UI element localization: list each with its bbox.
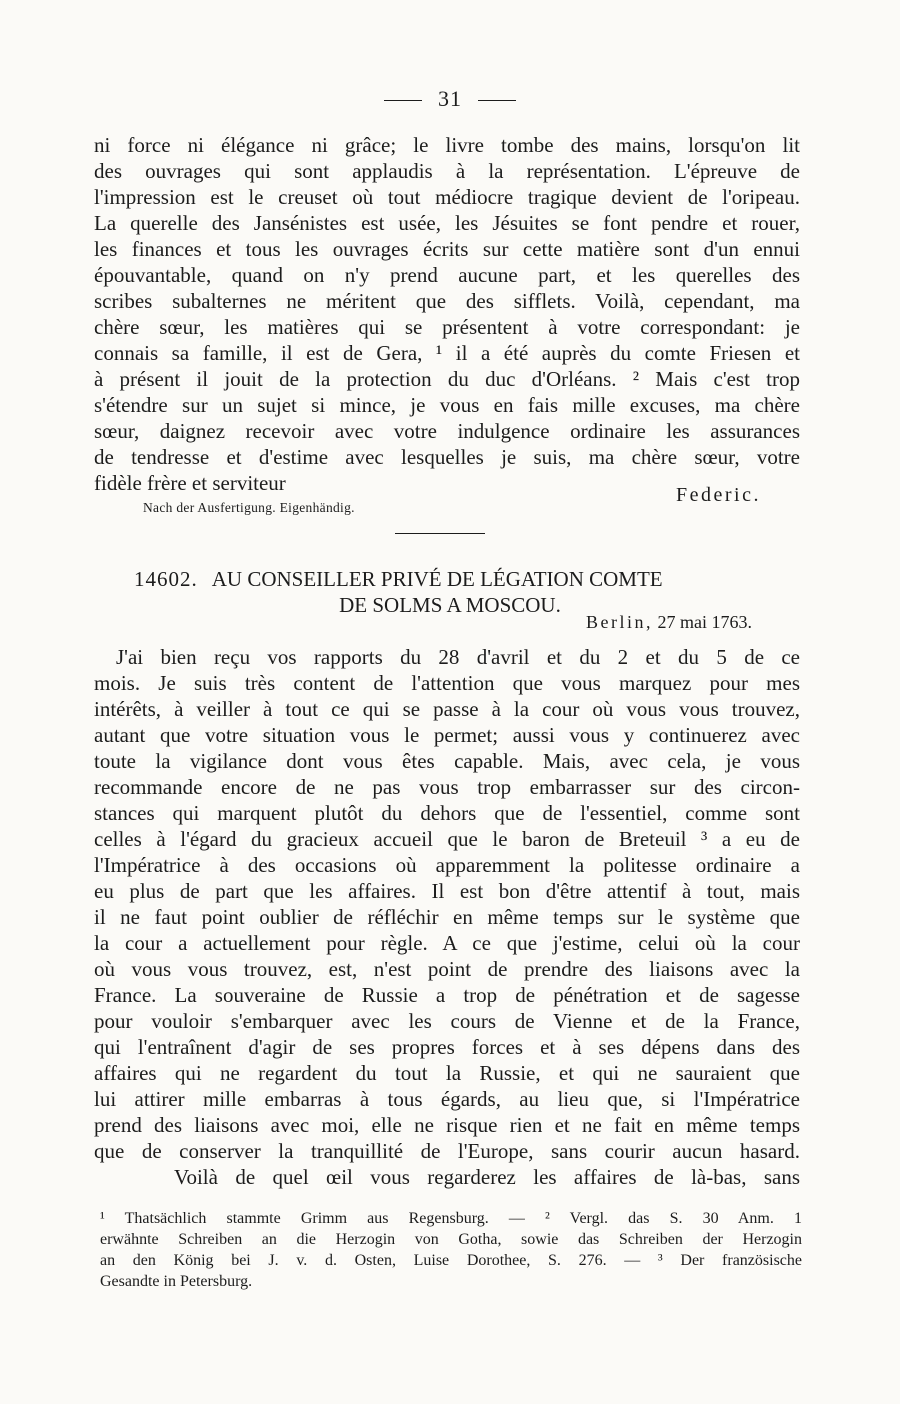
footnote-line: Gesandte in Petersburg.	[100, 1273, 253, 1290]
text-line: de tendresse et d'estime avec lesquelles je suis, ma chère sœur, votre	[94, 445, 800, 469]
footnote-line: ¹ Thatsächlich stammte Grimm aus Regensburg. — ² Vergl. das S. 30 Anm. 1	[100, 1210, 802, 1227]
text-line: La querelle des Jansénistes est usée, les Jésuites se font pendre et rouer,	[94, 211, 800, 235]
text-line: eu plus de part que les affaires. Il est bon d'être attentif à tout, mais	[94, 879, 800, 903]
letter-number: 14602.	[134, 567, 198, 591]
text-line: où vous vous trouvez, est, n'est point de prendre des liaisons avec la	[94, 957, 800, 981]
letter-title-line2: DE SOLMS A MOSCOU.	[339, 593, 561, 617]
text-line: fidèle frère et serviteur	[94, 471, 286, 495]
section-separator	[395, 533, 485, 534]
text-line: connais sa famille, il est de Gera, ¹ il a été auprès du comte Friesen et	[94, 341, 800, 365]
date-place: Berlin,	[586, 612, 653, 632]
date: 27 mai 1763.	[657, 612, 752, 632]
header-rule-left	[384, 100, 422, 101]
text-line: il ne faut point oublier de réfléchir en même temps sur le système que	[94, 905, 800, 929]
text-line: toute la vigilance dont vous êtes capable. Mais, avec cela, je vous	[94, 749, 800, 773]
text-line: scribes subalternes ne méritent que des sifflets. Voilà, cependant, ma	[94, 289, 800, 313]
source-note: Nach der Ausfertigung. Eigenhändig.	[143, 500, 355, 515]
page-header	[0, 86, 900, 112]
text-line: J'ai bien reçu vos rapports du 28 d'avril et du 2 et du 5 de ce	[116, 645, 800, 669]
text-line: l'Impératrice à des occasions où apparemment la politesse ordinaire a	[94, 853, 800, 877]
text-line: l'impression est le creuset où tout médiocre tragique devient de l'oripeau.	[94, 185, 800, 209]
text-line: la cour a actuellement pour règle. A ce que j'estime, celui où la cour	[94, 931, 800, 955]
text-line: celles à l'égard du gracieux accueil que le baron de Breteuil ³ a eu de	[94, 827, 800, 851]
header-rule-right	[478, 100, 516, 101]
text-line: qui l'entraînent d'agir de ses propres forces et à ses dépens dans des	[94, 1035, 800, 1059]
text-line: France. La souveraine de Russie a trop de pénétration et de sagesse	[94, 983, 800, 1007]
text-line: lui attirer mille embarras à tous égards, au lieu que, si l'Impératrice	[94, 1087, 800, 1111]
dateline	[586, 612, 752, 633]
text-line: épouvantable, quand on n'y prend aucune part, et les querelles des	[94, 263, 800, 287]
text-line: des ouvrages qui sont applaudis à la représentation. L'épreuve de	[94, 159, 800, 183]
letter-title-line1: AU CONSEILLER PRIVÉ DE LÉGATION COMTE	[211, 567, 663, 591]
text-line: ni force ni élégance ni grâce; le livre tombe des mains, lorsqu'on lit	[94, 133, 800, 157]
text-line: intérêts, à veiller à tout ce qui se passe à la cour où vous vous trouvez,	[94, 697, 800, 721]
text-line: s'étendre sur un sujet si mince, je vous en fais mille excuses, ma chère	[94, 393, 800, 417]
text-line: à présent il jouit de la protection du duc d'Orléans. ² Mais c'est trop	[94, 367, 800, 391]
footnote-line: erwähnte Schreiben an die Herzogin von Gotha, sowie das Schreiben der Herzogin	[100, 1231, 802, 1248]
signature: Federic.	[676, 484, 761, 506]
text-line: que de conserver la tranquillité de l'Europe, sans courir aucun hasard.	[94, 1139, 800, 1163]
text-line: sœur, daignez recevoir avec votre indulgence ordinaire les assurances	[94, 419, 800, 443]
letter-heading	[134, 566, 774, 592]
text-line: pour vouloir s'embarquer avec les cours de Vienne et de la France,	[94, 1009, 800, 1033]
text-line: les finances et tous les ouvrages écrits sur cette matière sont d'un ennui	[94, 237, 800, 261]
footnote-line: an den König bei J. v. d. Osten, Luise Dorothee, S. 276. — ³ Der französische	[100, 1252, 802, 1269]
text-line: stances qui marquent plutôt du dehors que de l'essentiel, comme sont	[94, 801, 800, 825]
text-line: recommande encore de ne pas vous trop embarrasser sur des circon-	[94, 775, 800, 799]
text-line: autant que votre situation vous le permet; aussi vous y continuerez avec	[94, 723, 800, 747]
text-line: prend des liaisons avec moi, elle ne risque rien et ne fait en même temps	[94, 1113, 800, 1137]
text-line: affaires qui ne regardent du tout la Russie, et qui ne sauraient que	[94, 1061, 800, 1085]
text-line: Voilà de quel œil vous regarderez les affaires de là-bas, sans	[174, 1165, 800, 1189]
text-line: chère sœur, les matières qui se présentent à votre correspondant: je	[94, 315, 800, 339]
text-line: mois. Je suis très content de l'attention que vous marquez pour mes	[94, 671, 800, 695]
page-number: 31	[438, 86, 462, 111]
